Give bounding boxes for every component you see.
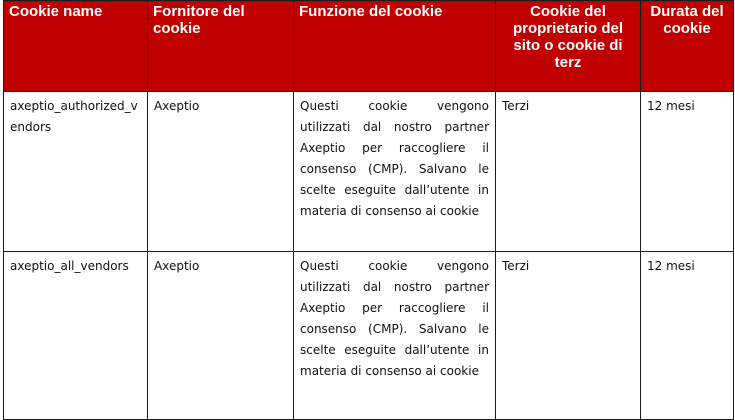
header-cookie-duration: Durata del cookie <box>641 1 734 92</box>
header-cookie-provider: Fornitore del cookie <box>148 1 294 92</box>
cell-cookie-name: axeptio_all_vendors <box>4 252 148 420</box>
cell-cookie-party: Terzi <box>496 252 641 420</box>
table-row <box>4 92 734 252</box>
header-cookie-name: Cookie name <box>4 1 148 92</box>
cell-cookie-function: Questi cookie vengono utilizzati dal nostro partner Axeptio per raccogliere il consenso (CMP). Salvano le scelte eseguite dall’utente in materia di consenso ai cookie <box>294 92 496 252</box>
table-header-row <box>4 1 734 92</box>
cell-cookie-duration: 12 mesi <box>641 92 734 252</box>
cell-cookie-party: Terzi <box>496 92 641 252</box>
header-cookie-function: Funzione del cookie <box>294 1 496 92</box>
cell-cookie-provider: Axeptio <box>148 252 294 420</box>
cell-cookie-name: axeptio_authorized_vendors <box>4 92 148 252</box>
table-row <box>4 252 734 420</box>
header-cookie-party: Cookie del proprietario del sito o cookie di terz <box>496 1 641 92</box>
cell-cookie-function: Questi cookie vengono utilizzati dal nostro partner Axeptio per raccogliere il consenso (CMP). Salvano le scelte eseguite dall’utente in materia di consenso ai cookie <box>294 252 496 420</box>
cell-cookie-duration: 12 mesi <box>641 252 734 420</box>
cookie-table <box>3 0 734 420</box>
cell-cookie-provider: Axeptio <box>148 92 294 252</box>
